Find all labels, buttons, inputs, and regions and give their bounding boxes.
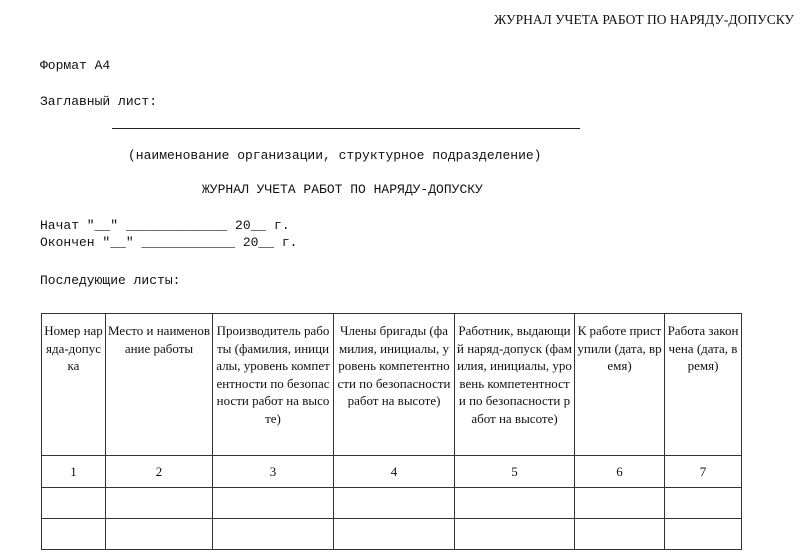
format-label: Формат А4 xyxy=(40,58,111,73)
column-number: 2 xyxy=(106,456,213,488)
table-cell xyxy=(455,519,575,550)
header-cell-team-members: Члены бригады (фамилия, инициалы, уровень компетентности по безопасности работ на высоте) xyxy=(334,314,455,456)
next-sheets-label: Последующие листы: xyxy=(40,273,181,288)
table-header-row xyxy=(42,314,742,456)
organization-name-line xyxy=(112,128,580,129)
table-number-row xyxy=(42,456,742,488)
table-cell xyxy=(334,519,455,550)
column-number: 1 xyxy=(42,456,106,488)
header-cell-work-started: К работе приступили (дата, время) xyxy=(575,314,665,456)
header-cell-work-producer: Производитель работы (фамилия, инициалы, уровень компетентности по безопасности работ на высоте) xyxy=(213,314,334,456)
table-cell xyxy=(665,488,742,519)
journal-table xyxy=(41,313,742,550)
table-row xyxy=(42,519,742,550)
column-number: 5 xyxy=(455,456,575,488)
table-cell xyxy=(575,519,665,550)
table-cell xyxy=(213,519,334,550)
started-date-line: Начат "__" _____________ 20__ г. xyxy=(40,218,290,233)
column-number: 4 xyxy=(334,456,455,488)
title-sheet-label: Заглавный лист: xyxy=(40,94,158,109)
table-cell xyxy=(665,519,742,550)
header-cell-work-finished: Работа закончена (дата, время) xyxy=(665,314,742,456)
column-number: 7 xyxy=(665,456,742,488)
table-cell xyxy=(334,488,455,519)
table-cell xyxy=(455,488,575,519)
page-title: ЖУРНАЛ УЧЕТА РАБОТ ПО НАРЯДУ-ДОПУСКУ xyxy=(494,12,794,27)
table-cell xyxy=(106,488,213,519)
header-cell-order-number: Номер наряда-допуска xyxy=(42,314,106,456)
journal-title: ЖУРНАЛ УЧЕТА РАБОТ ПО НАРЯДУ-ДОПУСКУ xyxy=(202,182,483,197)
table-cell xyxy=(42,488,106,519)
organization-caption: (наименование организации, структурное подразделение) xyxy=(128,148,542,163)
column-number: 6 xyxy=(575,456,665,488)
header-cell-work-place: Место и наименование работы xyxy=(106,314,213,456)
table-cell xyxy=(106,519,213,550)
finished-date-line: Окончен "__" ____________ 20__ г. xyxy=(40,235,298,250)
table-cell xyxy=(213,488,334,519)
header-cell-issuer: Работник, выдающий наряд-допуск (фамилия, инициалы, уровень компетентности по безопасности работ на высоте) xyxy=(455,314,575,456)
table-cell xyxy=(575,488,665,519)
column-number: 3 xyxy=(213,456,334,488)
table-cell xyxy=(42,519,106,550)
table-row xyxy=(42,488,742,519)
